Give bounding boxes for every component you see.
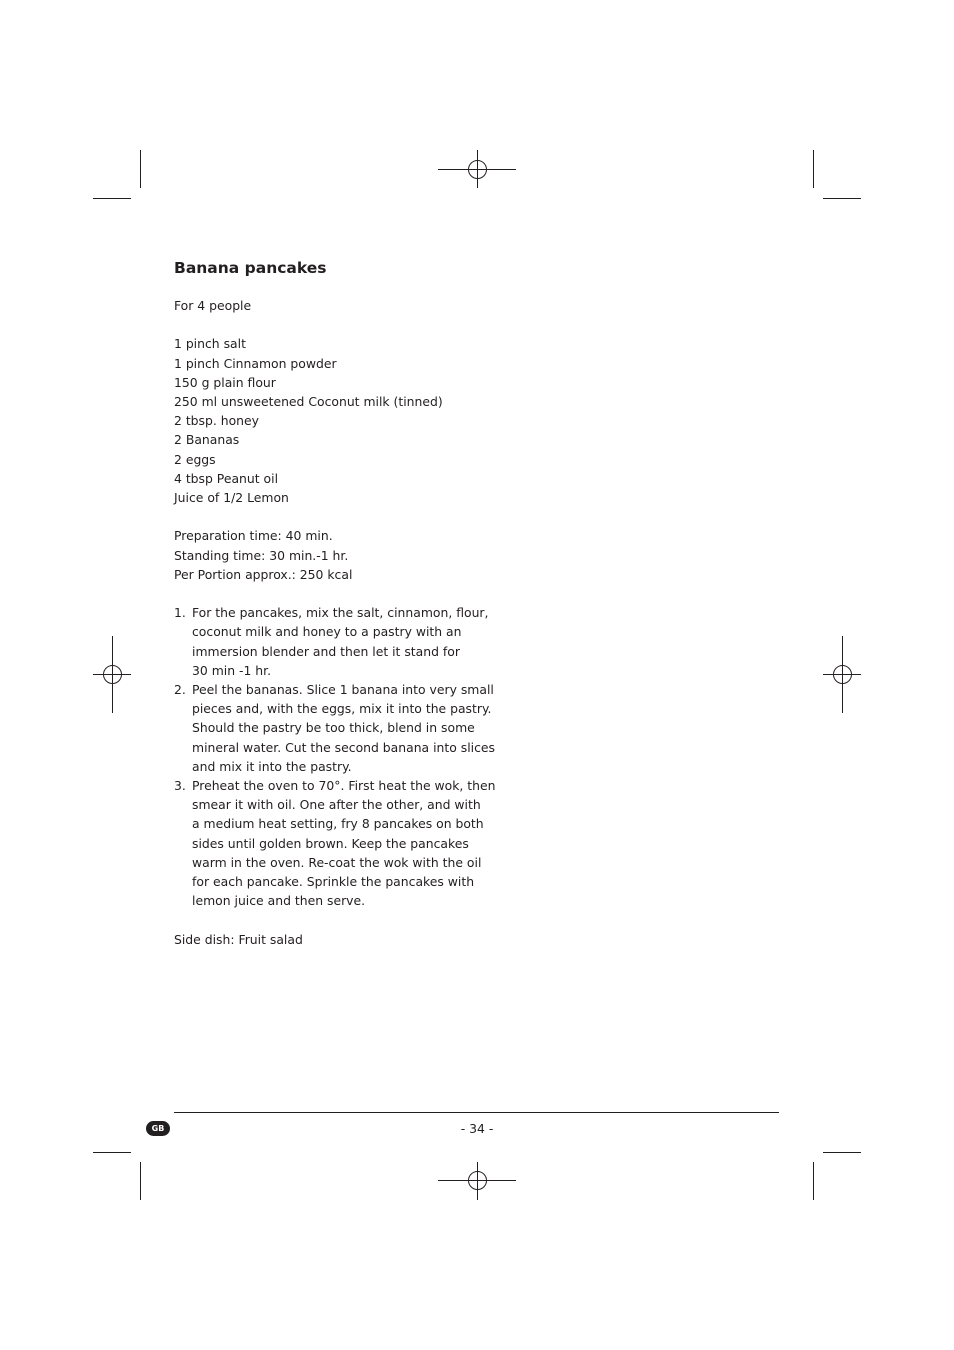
ingredient-item: 2 eggs: [174, 451, 216, 467]
step-line: a medium heat setting, fry 8 pancakes on both: [192, 816, 484, 832]
language-badge: GB: [146, 1121, 170, 1136]
recipe-title: Banana pancakes: [174, 259, 327, 277]
spacer: [174, 584, 474, 603]
side-dish: Side dish: Fruit salad: [174, 931, 303, 947]
page-number: - 34 -: [460, 1121, 494, 1136]
ingredient-item: Juice of 1/2 Lemon: [174, 490, 289, 506]
step-line: warm in the oven. Re-coat the wok with the oil: [192, 854, 482, 870]
recipe: [174, 256, 496, 949]
step-line: pieces and, with the eggs, mix it into the pastry.: [192, 701, 492, 717]
instruction-step: [174, 680, 495, 776]
step-line: for each pancake. Sprinkle the pancakes with: [192, 874, 475, 890]
preparation-time: Preparation time: 40 min.: [174, 528, 333, 544]
step-line: lemon juice and then serve.: [192, 893, 366, 909]
spacer: [174, 507, 474, 526]
serves-text: For 4 people: [174, 298, 252, 313]
ingredient-item: 1 pinch Cinnamon powder: [174, 355, 337, 371]
step-line: and mix it into the pastry.: [192, 758, 352, 774]
footer-rule: [174, 1112, 779, 1113]
step-number: 1.: [174, 605, 186, 621]
ingredient-item: 2 tbsp. honey: [174, 413, 259, 429]
instruction-step: [174, 603, 489, 680]
step-line: 30 min -1 hr.: [192, 662, 272, 678]
step-number: 2.: [174, 682, 186, 698]
step-line: Should the pastry be too thick, blend in some: [192, 720, 475, 736]
step-line: mineral water. Cut the second banana into slices: [192, 739, 495, 755]
step-line: For the pancakes, mix the salt, cinnamon, flour,: [192, 605, 489, 621]
step-line: smear it with oil. One after the other, and with: [192, 797, 481, 813]
instruction-step: [174, 776, 496, 910]
ingredient-item: 2 Bananas: [174, 432, 240, 448]
instruction-steps: [174, 603, 496, 910]
ingredient-item: 150 g plain flour: [174, 374, 276, 390]
recipe-info: [174, 526, 474, 584]
ingredient-list: [174, 334, 474, 507]
standing-time: Standing time: 30 min.-1 hr.: [174, 547, 349, 563]
step-line: Preheat the oven to 70°. First heat the wok, then: [192, 778, 496, 794]
ingredient-item: 4 tbsp Peanut oil: [174, 470, 279, 486]
step-line: Peel the bananas. Slice 1 banana into very small: [192, 682, 494, 698]
spacer: [174, 910, 474, 929]
step-line: coconut milk and honey to a pastry with an: [192, 624, 462, 640]
step-number: 3.: [174, 778, 186, 794]
calories-per-portion: Per Portion approx.: 250 kcal: [174, 566, 353, 582]
step-line: sides until golden brown. Keep the pancakes: [192, 835, 469, 851]
spacer: [174, 315, 474, 334]
ingredient-item: 1 pinch salt: [174, 336, 246, 352]
ingredient-item: 250 ml unsweetened Coconut milk (tinned): [174, 394, 443, 409]
step-line: immersion blender and then let it stand for: [192, 643, 460, 659]
